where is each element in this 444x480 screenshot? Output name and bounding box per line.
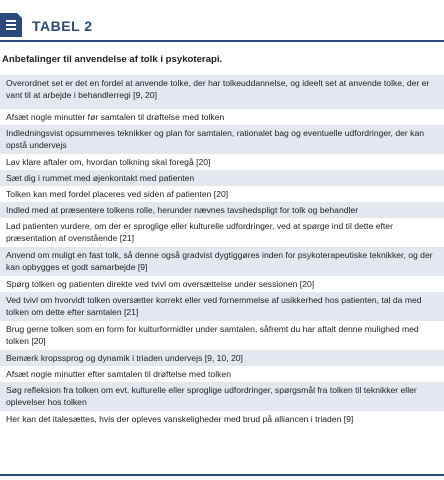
row-text: Søg refleksion fra tolken om evt. kulturelle eller sproglige udfordringer, spørgsmål fra tolken til teknikker eller oplevelser hos tolken: [6, 385, 417, 407]
row-text: Ved tvivl om hvorvidt tolken oversætter korrekt eller ved fornemmelse af usikkerhed hos patienten, tal da med tolken om dette efter samtalen [21]: [6, 295, 422, 317]
table-title: TABEL 2: [32, 18, 93, 34]
row-text: Anvend om muligt en fast tolk, så denne også gradvist dygtiggøres inden for psykoterapeutiske teknikker, og der kan opbygges et godt samarbejde [9]: [6, 250, 433, 272]
row-text: Lav klare aftaler om, hvordan tolkning skal foregå [20]: [6, 157, 211, 167]
row-text: Afsæt nogle minutter efter samtalen til drøftelse med tolken: [6, 369, 231, 379]
document-list-icon: [0, 13, 22, 37]
table-row: [0, 125, 444, 154]
row-text: Her kan det italesættes, hvis der opleves vanskeligheder med brud på alliancen i triaden [9]: [6, 414, 354, 424]
table-row: [0, 109, 444, 125]
table-header: [0, 0, 444, 40]
table-row: [0, 154, 444, 170]
row-text: Tolken kan med fordel placeres ved siden af patienten [20]: [6, 189, 229, 199]
table-row: [0, 382, 444, 411]
table-caption: Anbefalinger til anvendelse af tolk i psykoterapi.: [2, 54, 223, 65]
table-row: [0, 75, 444, 109]
table-row: [0, 170, 444, 186]
recommendations-table: [0, 75, 444, 427]
row-text: Indledningsvist opsummeres teknikker og plan for samtalen, rationalet bag og eventuelle udfordringer, der kan opstå undervejs: [6, 128, 424, 150]
row-text: Brug gerne tolken som en form for kulturformidler under samtalen, såfremt du har aftalt denne mulighed med tolken [20]: [6, 324, 419, 346]
row-text: Afsæt nogle minutter før samtalen til drøftelse med tolken: [6, 112, 225, 122]
row-text: Sæt dig i rummet med øjenkontakt med patienten: [6, 173, 195, 183]
table-row: [0, 218, 444, 247]
top-rule: [0, 40, 444, 42]
table-row: [0, 247, 444, 276]
table-row: [0, 276, 444, 292]
row-text: Lad patienten vurdere, om der er sproglige eller kulturelle udfordringer, ved at spørge ind til dette efter præsentation af ovenstående [21]: [6, 221, 393, 243]
bottom-rule: [0, 474, 444, 476]
row-text: Spørg tolken og patienten direkte ved tvivl om oversættelse under sessionen [20]: [6, 279, 315, 289]
row-text: Bemærk kropssprog og dynamik i triaden undervejs [9, 10, 20]: [6, 353, 243, 363]
table-row: [0, 321, 444, 350]
row-text: Indled med at præsentere tolkens rolle, herunder nævnes tavshedspligt for tolk og behandler: [6, 205, 359, 215]
table-row: [0, 202, 444, 218]
table-row: [0, 411, 444, 427]
table-row: [0, 186, 444, 202]
table-row: [0, 292, 444, 321]
row-text: Overordnet set er det en fordel at anvende tolke, der har tolkeuddannelse, og ideelt set at anvende tolke, der er vant til at arbejde i behandlerregi [9, 20]: [6, 78, 430, 100]
table-row: [0, 366, 444, 382]
table-row: [0, 350, 444, 366]
